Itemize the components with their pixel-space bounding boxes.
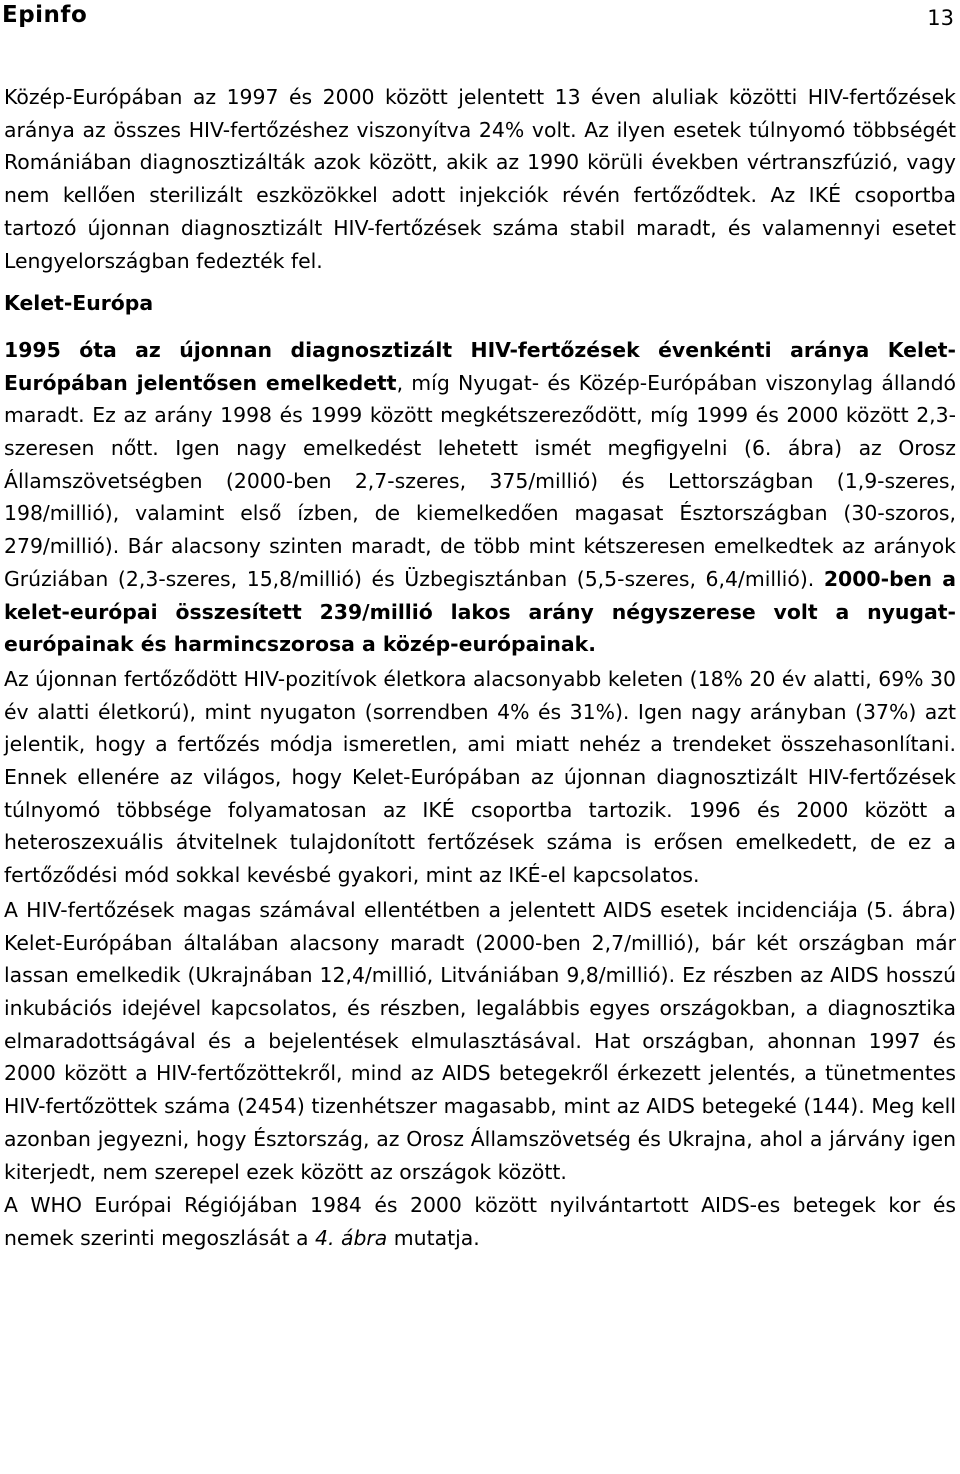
page-header [0, 0, 960, 40]
section-heading-eastern-europe: Kelet-Európa [4, 291, 154, 316]
bold-tail-text: 2000-ben a kelet-európai összesített 239/millió lakos arány négyszerese volt a nyugat-európainak és harmincszorosa a közép-európainak. [4, 566, 956, 657]
paragraph-central-europe: Közép-Európában az 1997 és 2000 között jelentett 13 éven aluliak közötti HIV-fertőzések aránya az összes HIV-fertőzéshez viszonyítva 24% volt. Az ilyen esetek túlnyomó többségét Romániában diagnosztizálták azok között, akik az 1990 körüli években vértranszfúzió, vagy nem kellően sterilizált eszközökkel adott injekciók révén fertőződtek. Az IKÉ csoportba tartozó újonnan diagnosztizált HIV-fertőzések száma stabil maradt, és valamennyi esetet Lengyelországban fedezték fel. [4, 85, 956, 273]
epinfo-logo: Epinfo [2, 2, 88, 28]
paragraph-age-distribution: Az újonnan fertőződött HIV-pozitívok életkora alacsonyabb keleten (18% 20 év alatti, 69% 30 év alatti életkorú), mint nyugaton (sorrendben 4% és 31%). Igen nagy arányban (37%) azt jelentik, hogy a fertőzés módja ismeretlen, ami miatt nehéz a trendeket összehasonlítani. Ennek ellenére az világos, hogy Kelet-Európában az újonnan diagnosztizált HIV-fertőzések túlnyomó többsége folyamatosan az IKÉ csoportba tartozik. 1996 és 2000 között a heteroszexuális átvitelnek tulajdonított fertőzések száma is erősen emelkedett, de ez a fertőződési mód sokkal kevésbé gyakori, mint az IKÉ-el kapcsolatos. [4, 666, 956, 888]
paragraph-who-region [4, 1189, 956, 1254]
page-number: 13 [927, 6, 954, 30]
body-text: A WHO Európai Régiójában 1984 és 2000 között nyilvántartott AIDS-es betegek kor és nemek szerinti megoszlását a [4, 1193, 956, 1250]
bold-lead-text: 1995 óta az újonnan diagnosztizált HIV-fertőzések évenkénti aránya Kelet-Európában jelentősen emelkedett [4, 337, 956, 395]
figure-reference: 4. ábra [315, 1225, 388, 1250]
body-text: , míg Nyugat- és Közép-Európában viszonylag állandó maradt. Ez az arány 1998 és 1999 között megkétszereződött, míg 1999 és 2000 között 2,3-szeresen nőtt. Igen nagy emelkedést lehetett ismét megfigyelni (6. ábra) az Orosz Államszövetségben (2000-ben 2,7-szeres, 375/millió) és Lettországban (1,9-szeres, 198/millió), valamint első ízben, de kiemelkedően magasat Észtországban (30-szoros, 279/millió). Bár alacsony szinten maradt, de több mint kétszeresen emelkedtek az arányok Grúziában (2,3-szeres, 15,8/millió) és Üzbegisztánban (5,5-szeres, 6,4/millió). [4, 370, 956, 591]
body-text: mutatja. [387, 1225, 480, 1250]
document-body [4, 81, 956, 1255]
paragraph-eastern-europe-trend [4, 334, 956, 661]
paragraph-aids-incidence: A HIV-fertőzések magas számával ellentétben a jelentett AIDS esetek incidenciája (5. ábra) Kelet-Európában általában alacsony maradt (2000-ben 2,7/millió), bár két országban már lassan emelkedik (Ukrajnában 12,4/millió, Litvániában 9,8/millió). Ez részben az AIDS hosszú inkubációs idejével kapcsolatos, és részben, legalábbis egyes országokban, a diagnosztika elmaradottságával és a bejelentések elmulasztásával. Hat országban, ahonnan 1997 és 2000 között a HIV-fertőzöttekről, mind az AIDS betegekről érkezett jelentés, a tünetmentes HIV-fertőzöttek száma (2454) tizenhétszer magasabb, mint az AIDS betegeké (144). Meg kell azonban jegyezni, hogy Észtország, az Orosz Államszövetség és Ukrajna, ahol a járvány igen kiterjedt, nem szerepel ezek között az országok között. [4, 897, 956, 1184]
